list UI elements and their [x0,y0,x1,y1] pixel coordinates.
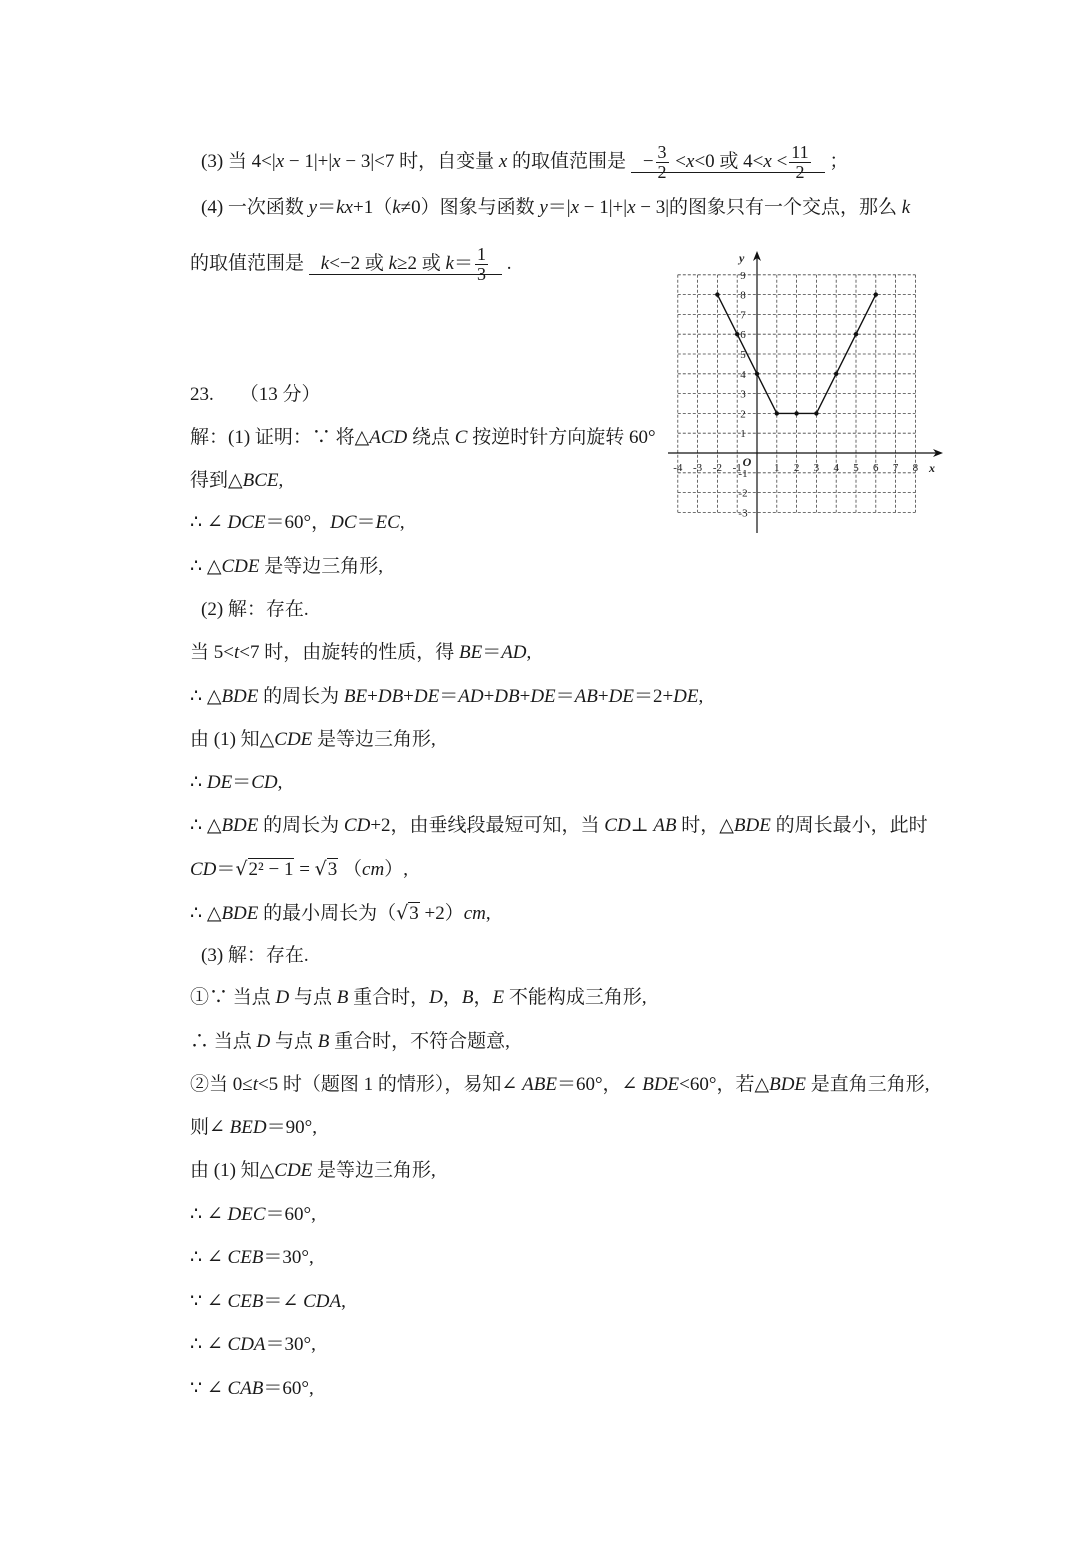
text-run: <7 时，由旋转的性质，得 [239,642,459,663]
math-variable: B [461,987,474,1008]
solution-line [190,1156,436,1186]
text-run: 则∠ [190,1117,230,1138]
text-run: − 3|的图象只有一个交点，那么 [635,197,902,218]
math-variable: CAB [227,1378,264,1399]
solution-line [190,1330,316,1360]
math-variable: DCE [227,512,266,533]
x-tick-label: -3 [693,462,703,474]
math-variable: k [392,197,401,218]
text-run: < [670,150,686,172]
math-variable: cm [362,859,385,880]
math-variable: CEB [227,1291,264,1312]
math-variable: DE [413,686,440,707]
text-run: 的周长最小，此时 [770,815,928,836]
text-run: (2) 解：存在. [201,599,309,620]
text-run: ＝30°, [265,1334,316,1355]
q23-heading [190,380,321,410]
math-variable: AB [574,686,598,707]
data-point [814,411,818,415]
solution-line [190,768,282,798]
math-variable: CD [604,815,631,836]
math-variable: AD [458,686,484,707]
x-tick-label: 6 [873,462,879,474]
math-variable: DE [608,686,634,707]
math-variable: CD [190,859,217,880]
math-variable: EC [375,512,400,533]
text-run: 的周长为 [258,815,344,836]
data-point [874,292,878,296]
text-run: . [501,252,512,274]
text-run: ； [824,150,849,172]
fraction-denominator: 2 [657,162,667,182]
math-variable: CDE [221,556,260,577]
math-variable: BDE [733,815,771,836]
solution-line [190,1243,314,1273]
x-tick-label: 2 [793,462,800,474]
text-run: − 1|+| [284,150,333,172]
text-run: +2） [419,903,464,924]
text-run: + [519,686,531,707]
math-variable: k [445,252,454,274]
math-variable: BCE [242,470,279,491]
text-run: ＝ [453,252,473,274]
text-run: ＝ [356,512,376,533]
math-variable: ACD [369,427,408,448]
text-run: ∴ ∠ [190,1247,228,1268]
solution-line [190,638,531,668]
text-run: 时，△ [676,815,734,836]
solution-line [190,1374,314,1404]
math-variable: C [454,427,468,448]
math-variable: x [275,150,285,172]
x-tick-label: 7 [892,462,899,474]
text-run: 重合时，不符合题意, [329,1031,510,1052]
math-variable: DB [377,686,404,707]
text-run: ∴ ∠ [190,1204,228,1225]
math-variable: t [252,1074,258,1095]
text-run: （ [338,859,363,880]
math-variable: x [763,150,772,172]
solution-line [190,423,656,453]
math-variable: E [492,987,505,1008]
y-tick-label: 1 [740,428,746,441]
x-tick-label: 3 [813,462,820,474]
text-run: , [277,772,283,793]
data-point [834,372,838,376]
math-variable: DE [673,686,699,707]
math-variable: BDE [769,1074,807,1095]
y-tick-label: 5 [740,349,746,361]
answer-blank [631,142,825,182]
y-tick-label: 9 [740,269,746,282]
origin-label: O [742,455,752,469]
math-variable: k [901,197,911,218]
math-variable: BED [229,1117,267,1138]
fraction-numerator: 3 [657,142,667,162]
math-variable: D [275,987,290,1008]
text-run: ＝ [482,642,502,663]
text-run: (3) 解：存在. [201,945,309,966]
data-point [735,332,739,336]
text-run: ＝ [317,197,337,218]
text-run: 是直角三角形, [806,1074,930,1095]
math-variable: x [332,150,341,172]
text-run: , [526,642,532,663]
text-run: ∴ [190,772,207,793]
text-run: ＝60°，∠ [556,1074,643,1095]
y-axis-label: y [739,251,745,265]
text-run: 按逆时针方向旋转 60° [467,427,656,448]
math-variable: k [320,252,330,274]
text-run: ＝ [555,686,575,707]
y-tick-label: 7 [740,309,746,322]
math-variable: AB [653,815,677,836]
text-run: ∴ △ [190,556,222,577]
math-variable: t [233,642,240,663]
text-run: ∴ 当点 [190,1031,257,1052]
answer-blank [309,244,502,284]
x-tick-label: 1 [774,462,780,474]
math-variable: CDA [303,1291,342,1312]
solution-line [190,682,703,712]
text-run: 不能构成三角形, [504,987,647,1008]
math-variable: B [336,987,349,1008]
y-tick-label: -3 [738,507,748,520]
data-point [854,332,858,336]
math-variable: CDE [274,1160,313,1181]
y-tick-label: -2 [738,487,748,500]
math-variable: BE [458,642,483,663]
square-root [396,903,420,924]
solution-line [190,725,436,755]
text-run: ， [473,987,493,1008]
square-root [235,859,294,880]
text-run: 重合时， [348,987,430,1008]
text-run: +2，由垂线段最短可知，当 [370,815,605,836]
text-run: <−2 或 [329,252,389,274]
fraction [789,143,810,182]
fraction-numerator: 11 [791,142,809,162]
math-variable: k [388,252,398,274]
text-run: ⊥ [630,815,654,836]
fraction-denominator: 2 [795,162,805,182]
math-variable: DC [330,512,357,533]
question-score: （13 分） [239,384,321,405]
solution-line [190,854,408,884]
text-run: − 1|+| [579,197,628,218]
solution-line [190,1070,930,1100]
text-run: = [294,859,315,880]
data-point [755,372,759,376]
text-run: 是等边三角形, [312,1160,436,1181]
solution-part-heading [201,941,309,971]
text-run: ）, [384,859,408,880]
solution-line [190,552,383,582]
math-variable: x [498,150,508,172]
data-point [794,411,798,415]
text-run: − 3|<7 时，自变量 [340,150,499,172]
fraction [475,245,488,284]
math-variable: kx [336,197,353,218]
math-variable: BDE [221,686,259,707]
text-run: ∵ ∠ [190,1291,228,1312]
solution-line [190,1113,317,1143]
solution-line [190,811,928,841]
math-variable: CDE [274,729,313,750]
text-run: ∴ △ [190,903,222,924]
solution-line [190,1027,510,1057]
math-variable: CDA [227,1334,266,1355]
square-root [315,859,339,880]
text-run: ＝60°, [263,1378,314,1399]
x-tick-label: 5 [853,462,859,474]
math-variable: CEB [227,1247,264,1268]
text-run: 解：(1) 证明：∵ 将△ [190,427,370,448]
y-tick-label: 6 [740,329,746,342]
text-run: (4) [201,197,224,218]
x-axis-label: x [929,461,935,475]
text-run: ①∵ 当点 [190,987,276,1008]
text-run: <0 或 4< [694,150,764,172]
text-run: ＝90°, [266,1117,317,1138]
solution-line [190,466,283,496]
text-run: , [399,512,405,533]
text-run: < [771,150,788,172]
fraction-numerator: 1 [476,244,486,264]
text-run: 是等边三角形, [312,729,436,750]
text-run: <5 时（题图 1 的情形），易知∠ [257,1074,523,1095]
text-run: <60°，若△ [679,1074,770,1095]
y-tick-label: 8 [740,289,746,302]
function-graph [655,240,945,540]
math-variable: AD [501,642,527,663]
text-run: + [597,686,609,707]
text-run: ∴ △ [190,686,222,707]
text-run: ②当 0≤ [190,1074,253,1095]
text-run: ＝60°, [265,1204,316,1225]
math-variable: y [308,197,318,218]
text-run: ∴ ∠ [190,512,228,533]
text-run: , [698,686,704,707]
text-run: 与点 [270,1031,318,1052]
solution-line [190,1287,346,1317]
data-point [715,292,719,296]
math-variable: BDE [642,1074,680,1095]
radicand: 2² − 1 [248,859,294,880]
x-tick-label: 4 [833,462,839,474]
data-point [775,411,779,415]
math-variable: DEC [227,1204,266,1225]
question-number: 23. [190,384,214,405]
x-tick-label: 8 [912,462,919,474]
text-run: ∴ △ [190,815,222,836]
math-variable: ABE [522,1074,557,1095]
math-variable: BE [343,686,368,707]
math-variable: CD [343,815,371,836]
x-tick-label: -4 [673,462,683,474]
radicand: 3 [327,859,338,880]
radicand: 3 [409,903,419,924]
y-tick-label: -1 [738,467,748,480]
text-run: + [367,686,378,707]
text-run: ＝30°, [263,1247,314,1268]
text-run: + [483,686,495,707]
math-variable: x [627,197,636,218]
text-run: ＝ [439,686,459,707]
solution-part-heading [201,595,309,625]
math-variable: BDE [221,815,259,836]
text-run: +1（ [353,197,393,218]
math-variable: cm [463,903,486,924]
text-run: , [341,1291,346,1312]
text-run: 是等边三角形, [259,556,383,577]
solution-line [190,898,491,928]
text-run: 的取值范围是 [190,252,309,274]
text-run: , [485,903,491,924]
text-run: 得到△ [190,470,243,491]
text-run: 由 (1) 知△ [190,729,275,750]
text-run: 一次函数 [223,197,309,218]
math-variable: D [256,1031,271,1052]
math-variable: BDE [221,903,259,924]
math-variable: CD [251,772,278,793]
text-run: ＝60°， [265,512,331,533]
q22-part3 [201,142,849,182]
text-run: 的取值范围是 [507,150,631,172]
fraction [656,143,669,182]
q22-part4-line1 [201,193,910,223]
x-tick-label: -1 [732,462,742,474]
text-run: + [403,686,414,707]
math-variable: B [317,1031,330,1052]
math-variable: x [570,197,580,218]
text-run: ∵ ∠ [190,1378,228,1399]
text-run: 的最小周长为（ [258,903,397,924]
text-run: ≠0）图象与函数 [400,197,540,218]
q22-part4-line2 [190,244,512,284]
text-run: ＝2+ [633,686,674,707]
text-run: ＝ [232,772,252,793]
text-run: 与点 [289,987,337,1008]
text-run: , [278,470,284,491]
math-variable: y [539,197,548,218]
text-run: (3) [201,150,224,172]
y-tick-label: 4 [740,368,746,381]
math-variable: x [686,150,695,172]
text-run: 的周长为 [258,686,344,707]
math-variable: DE [206,772,233,793]
math-variable: DB [494,686,520,707]
text-run: ≥2 或 [397,252,446,274]
text-run: ＝∠ [263,1291,304,1312]
text-run: 当 5< [190,642,234,663]
x-tick-label: -2 [712,462,722,474]
text-run: 绕点 [407,427,455,448]
y-tick-label: 3 [740,388,746,401]
solution-line [190,983,647,1013]
solution-line [190,1200,316,1230]
text-run: ， [442,987,462,1008]
solution-line [190,508,405,538]
text-run: 由 (1) 知△ [190,1160,275,1181]
y-tick-label: 2 [740,408,746,421]
math-variable: DE [530,686,556,707]
math-variable: D [429,987,443,1008]
text-run: ∴ ∠ [190,1334,228,1355]
fraction-denominator: 3 [476,264,486,284]
text-run: − [642,150,654,172]
text-run: 当 4<| [223,150,276,172]
text-run: ＝ [216,859,236,880]
text-run: ＝| [547,197,571,218]
